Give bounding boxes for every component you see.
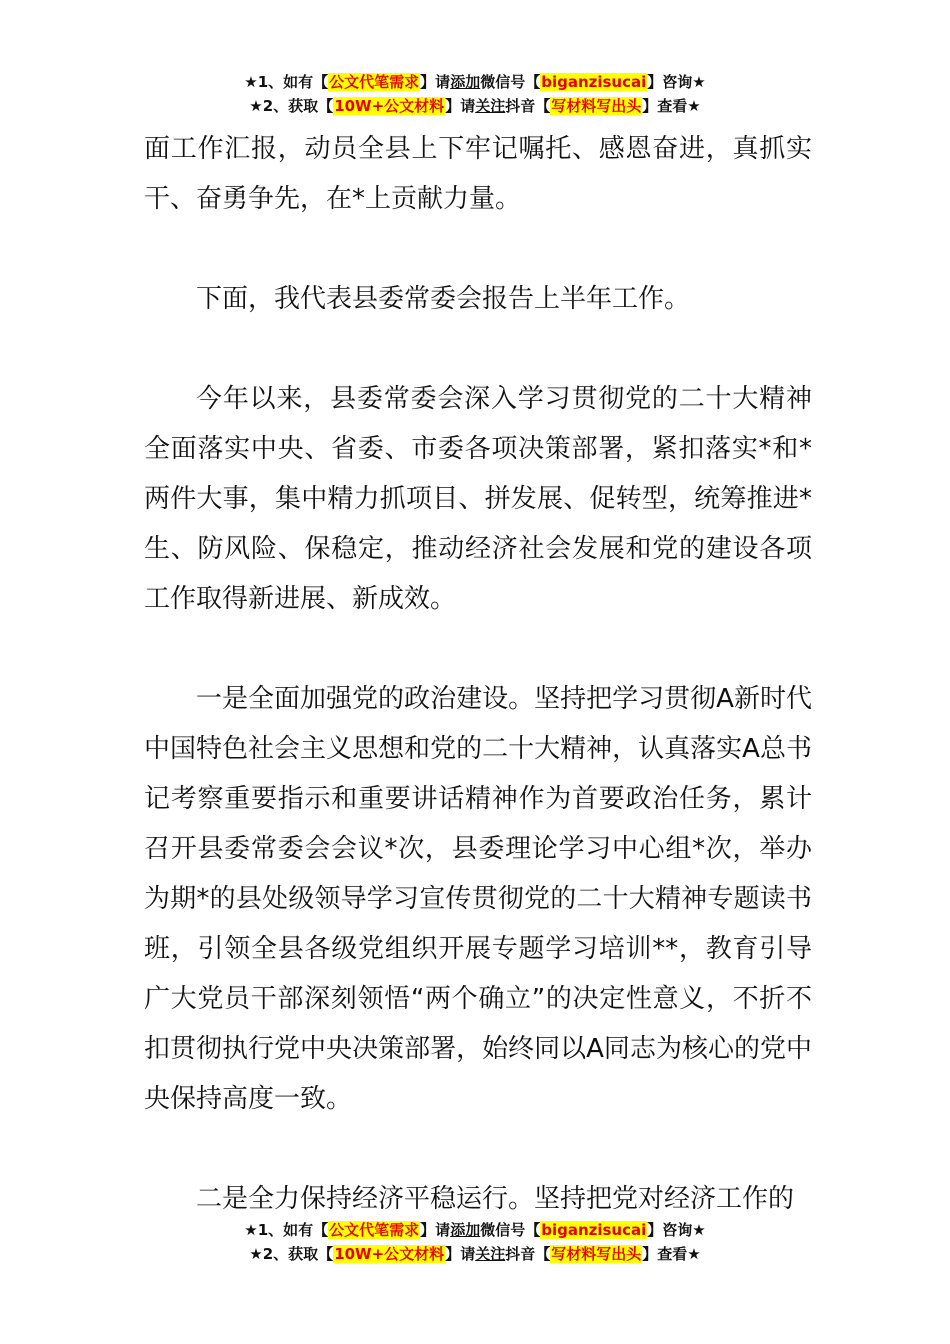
footer-line-1: ★1、如有【公文代笔需求】请添加微信号【biganzisucai】咨询★ — [244, 1221, 706, 1239]
paragraph-overview: 今年以来，县委常委会深入学习贯彻党的二十大精神全面落实中央、省委、市委各项决策部署，紧扣落实*和*两件大事，集中精力抓项目、拼发展、促转型，统筹推进*生、防风险、保稳定，推动经济社会发展和党的建设各项工作取得新进展、新成效。 — [144, 384, 812, 614]
highlight-service: 公文代笔需求 — [329, 73, 420, 91]
paragraph-continuation: 面工作汇报，动员全县上下牢记嘱托、感恩奋进，真抓实干、奋勇争先，在*上贡献力量。 — [144, 134, 812, 214]
paragraph-economy: 二是全力保持经济平稳运行。坚持把党对经济工作的 — [196, 1184, 795, 1214]
highlight-materials: 10W+公文材料 — [334, 1245, 445, 1263]
paragraph-political-building: 一是全面加强党的政治建设。坚持把学习贯彻A新时代中国特色社会主义思想和党的二十大精神，认真落实A总书记考察重要指示和重要讲话精神作为首要政治任务，累计召开县委常委会会议*次，县委理论学习中心组*次，举办为期*的县处级领导学习宣传贯彻党的二十大精神专题读书班，引领全县各级党组织开展专题学习培训**，教育引导广大党员干部深刻领悟“两个确立”的决定性意义，不折不扣贯彻执行党中央决策部署，始终同以A同志为核心的党中央保持高度一致。 — [144, 684, 812, 1114]
footer-line-2: ★2、获取【10W+公文材料】请关注抖音【写材料写出头】查看★ — [249, 1245, 701, 1263]
header-line-1: ★1、如有【公文代笔需求】请添加微信号【biganzisucai】咨询★ — [244, 73, 706, 91]
paragraph-intro: 下面，我代表县委常委会报告上半年工作。 — [196, 284, 691, 314]
header-line-2: ★2、获取【10W+公文材料】请关注抖音【写材料写出头】查看★ — [249, 97, 701, 115]
highlight-wechat-id: biganzisucai — [541, 1221, 647, 1239]
footer-banner — [0, 1218, 950, 1266]
highlight-douyin-account: 写材料写出头 — [551, 97, 642, 115]
document-body — [144, 124, 812, 1274]
header-banner — [0, 70, 950, 118]
highlight-douyin-account: 写材料写出头 — [551, 1245, 642, 1263]
highlight-service: 公文代笔需求 — [329, 1221, 420, 1239]
highlight-wechat-id: biganzisucai — [541, 73, 647, 91]
highlight-materials: 10W+公文材料 — [334, 97, 445, 115]
